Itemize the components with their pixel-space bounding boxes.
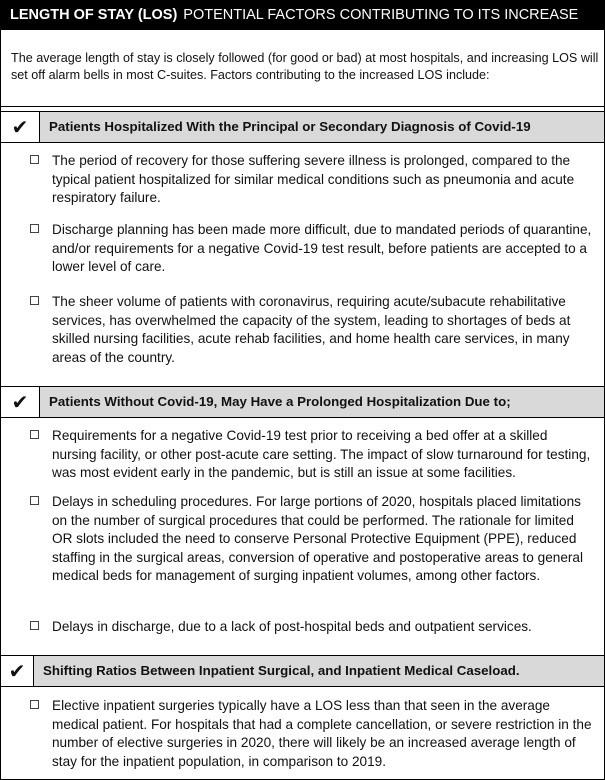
section-heading-case-ratios bbox=[1, 655, 604, 687]
section-heading-label: Patients Without Covid-19, May Have a Prolonged Hospitalization Due to; bbox=[39, 387, 604, 417]
checkmark-icon: ✔ bbox=[1, 387, 39, 417]
checkbox-icon bbox=[30, 700, 39, 709]
checkbox-icon bbox=[30, 155, 39, 164]
checkbox-icon bbox=[30, 496, 39, 505]
section-heading-label: Shifting Ratios Between Inpatient Surgical, and Inpatient Medical Caseload. bbox=[33, 656, 604, 686]
list-item-text: Discharge planning has been made more difficult, due to mandated periods of quarantine, and/or requirements for a negative Covid-19 test result, before patients are accepted to a lower level of care. bbox=[52, 222, 592, 274]
checkmark-icon: ✔ bbox=[1, 656, 33, 686]
list-item-text: Delays in discharge, due to a lack of post-hospital beds and outpatient services. bbox=[52, 619, 532, 634]
checkbox-icon bbox=[30, 224, 39, 233]
section-heading-label: Patients Hospitalized With the Principal or Secondary Diagnosis of Covid-19 bbox=[39, 112, 604, 142]
checkbox-icon bbox=[30, 621, 39, 630]
title-rest: POTENTIAL FACTORS CONTRIBUTING TO ITS INCREASE bbox=[183, 7, 579, 23]
checkmark-icon: ✔ bbox=[1, 112, 39, 142]
title-bold: LENGTH OF STAY (LOS) bbox=[10, 7, 178, 23]
list-item-text: Elective inpatient surgeries typically have a LOS less than that seen in the average medical patient. For hospitals that had a complete cancellation, or severe restriction in the number of elective surgeries in 2020, there will likely be an increased average length of stay for the inpatient population, in comparison to 2019. bbox=[52, 698, 592, 769]
checkbox-icon bbox=[30, 430, 39, 439]
list-item-text: The sheer volume of patients with coronavirus, requiring acute/subacute rehabilitative services, has overwhelmed the capacity of the system, leading to shortages of beds at skilled nursing facilities, acute rehab facilities, and home health care services, in many areas of the country. bbox=[52, 294, 571, 365]
intro-paragraph: The average length of stay is closely followed (for good or bad) at most hospitals, and increasing LOS will set off alarm bells in most C-suites. Factors contributing to the increased LOS include: bbox=[11, 51, 599, 82]
title-bar bbox=[1, 1, 604, 30]
list-item-text: The period of recovery for those suffering severe illness is prolonged, compared to the typical patient hospitalized for similar medical conditions such as pneumonia and acute respiratory failure. bbox=[52, 153, 575, 205]
section-heading-covid-patients bbox=[1, 111, 604, 143]
checkbox-icon bbox=[30, 296, 39, 305]
list-item-text: Delays in scheduling procedures. For large portions of 2020, hospitals placed limitations on the number of surgical procedures that could be performed. The rationale for limited OR slots included the need to conserve Personal Protective Equipment (PPE), reduced staffing in the surgical areas, conversion of operative and postoperative areas to general medical beds for management of surging inpatient volumes, among other factors. bbox=[52, 494, 583, 583]
section-heading-non-covid-patients bbox=[1, 386, 604, 418]
list-item-text: Requirements for a negative Covid-19 test prior to receiving a bed offer at a skilled nursing facility, or other post-acute care setting. The impact of slow turnaround for testing, was most evident early in the pandemic, but is still an issue at some facilities. bbox=[52, 428, 591, 480]
section-divider bbox=[1, 106, 604, 107]
